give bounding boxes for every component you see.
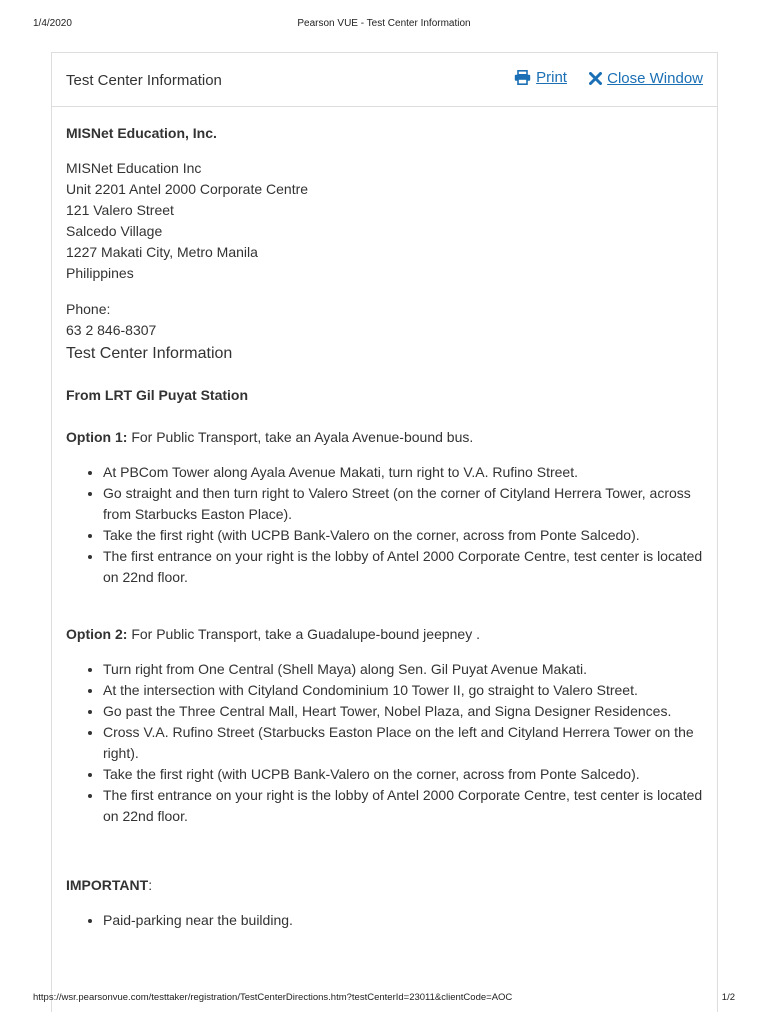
panel-header (52, 53, 717, 107)
close-window-link[interactable] (589, 70, 703, 87)
print-label: Print (536, 69, 567, 86)
important-list (66, 910, 703, 931)
option-2-label: Option 2: (66, 626, 128, 642)
print-header (0, 18, 768, 32)
panel-actions (496, 69, 703, 89)
address-block (66, 158, 703, 284)
address-line: MISNet Education Inc (66, 160, 202, 176)
list-item: • Cross V.A. Rufino Street (Starbucks Easton Place on the left and Cityland Herrera Tower on the right). (103, 722, 703, 764)
list-item: • At the intersection with Cityland Condominium 10 Tower II, go straight to Valero Street. (103, 680, 703, 701)
list-item: • Take the first right (with UCPB Bank-Valero on the corner, across from Ponte Salcedo). (103, 525, 703, 546)
phone-block (66, 299, 703, 341)
close-icon (589, 72, 602, 85)
list-item: • Paid-parking near the building. (103, 910, 703, 931)
panel-title: Test Center Information (66, 72, 222, 89)
address-line: Unit 2201 Antel 2000 Corporate Centre (66, 181, 309, 197)
address-line: Philippines (66, 265, 134, 281)
important-colon: : (148, 877, 153, 893)
from-heading: From LRT Gil Puyat Station (66, 387, 249, 403)
option-2-steps (66, 659, 703, 827)
page-number: 1/2 (721, 992, 735, 1003)
option-2 (66, 624, 703, 645)
phone-number: 63 2 846-8307 (66, 322, 157, 338)
option-1-label: Option 1: (66, 429, 128, 445)
option-1-text: For Public Transport, take an Ayala Avenue-bound bus. (127, 429, 474, 445)
center-name: MISNet Education, Inc. (66, 125, 217, 141)
list-item: • At PBCom Tower along Ayala Avenue Makati, turn right to V.A. Rufino Street. (103, 462, 703, 483)
list-item: • The first entrance on your right is the lobby of Antel 2000 Corporate Centre, test center is located on 22nd floor. (103, 546, 703, 588)
printer-icon (514, 70, 531, 85)
address-line: Salcedo Village (66, 223, 163, 239)
option-2-text: For Public Transport, take a Guadalupe-bound jeepney . (127, 626, 480, 642)
phone-label: Phone: (66, 301, 111, 317)
print-page-title: Pearson VUE - Test Center Information (297, 18, 471, 29)
list-item: • Take the first right (with UCPB Bank-Valero on the corner, across from Ponte Salcedo). (103, 764, 703, 785)
directions-title: Test Center Information (66, 345, 233, 362)
test-center-panel (51, 52, 718, 1012)
print-url: https://wsr.pearsonvue.com/testtaker/registration/TestCenterDirections.htm?testCenterId=23011&clientCode=AOC (33, 992, 513, 1003)
address-line: 121 Valero Street (66, 202, 174, 218)
list-item: • Go straight and then turn right to Valero Street (on the corner of Cityland Herrera Tower, across from Starbucks Easton Place). (103, 483, 703, 525)
important-label: IMPORTANT (66, 877, 149, 893)
list-item: • Go past the Three Central Mall, Heart Tower, Nobel Plaza, and Signa Designer Residences. (103, 701, 703, 722)
panel-body (52, 107, 717, 931)
address-line: 1227 Makati City, Metro Manila (66, 244, 258, 260)
important-heading (66, 875, 703, 896)
option-1 (66, 427, 703, 448)
list-item: • Turn right from One Central (Shell Maya) along Sen. Gil Puyat Avenue Makati. (103, 659, 703, 680)
list-item: • The first entrance on your right is the lobby of Antel 2000 Corporate Centre, test center is located on 22nd floor. (103, 785, 703, 827)
option-1-steps (66, 462, 703, 588)
close-window-label: Close Window (607, 70, 703, 87)
print-link[interactable] (514, 69, 567, 86)
print-date: 1/4/2020 (33, 18, 72, 29)
